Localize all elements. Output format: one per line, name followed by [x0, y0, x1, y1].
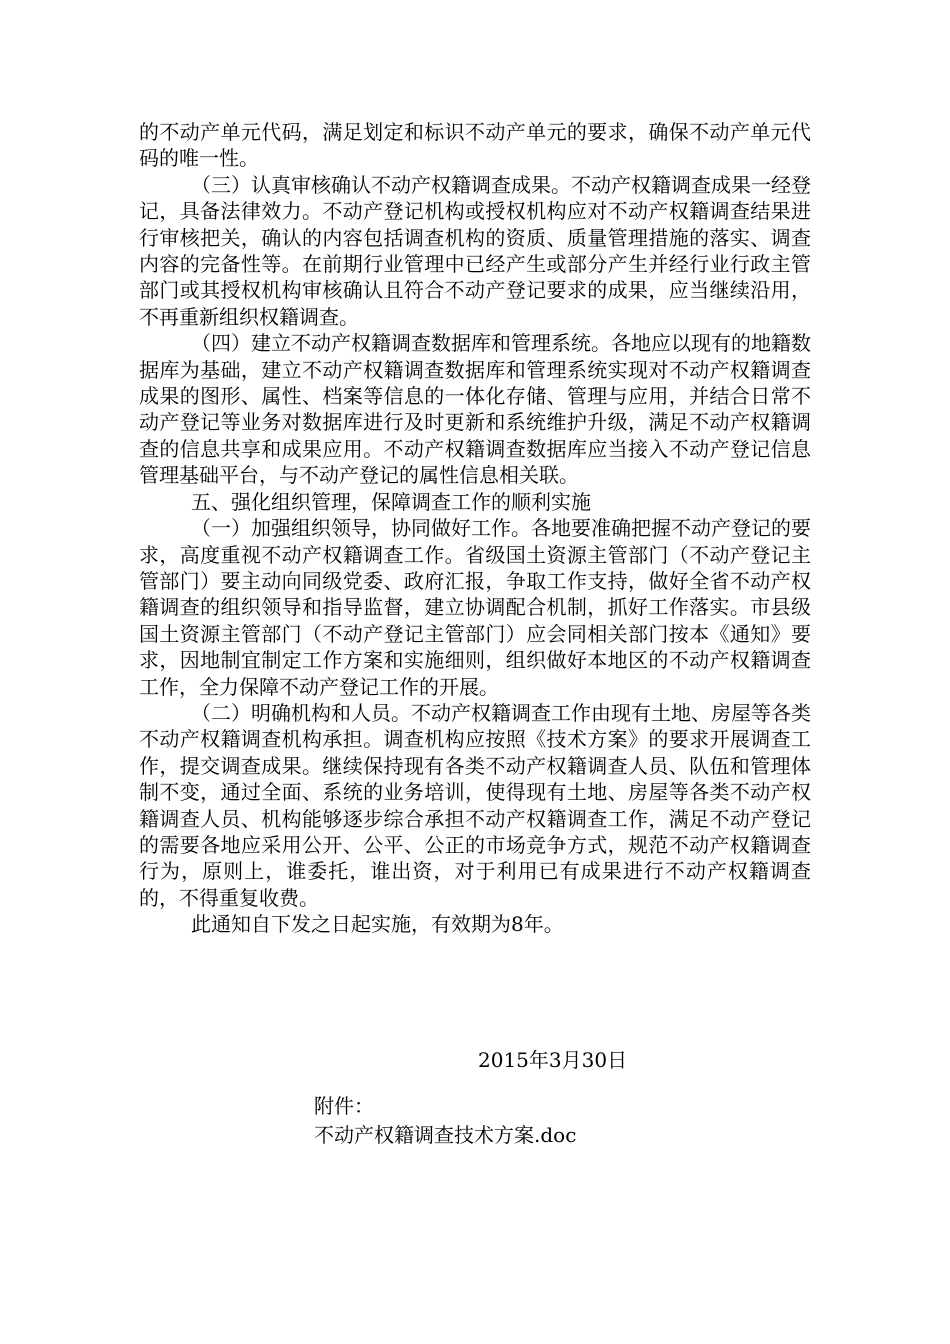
paragraph-staffing: （二）明确机构和人员。不动产权籍调查工作由现有土地、房屋等各类不动产权籍调查机构承担。调查机构应按照《技术方案》的要求开展调查工作，提交调查成果。继续保持现有各类不动产权籍调查人员、队伍和管理体制不变，通过全面、系统的业务培训，使得现有土地、房屋等各类不动产权籍调查人员、机构能够逐步综合承担不动产权籍调查工作，满足不动产登记的需要各地应采用公开、公平、公正的市场竞争方式，规范不动产权籍调查行为，原则上，谁委托，谁出资，对于利用已有成果进行不动产权籍调查的，不得重复收费。: [139, 700, 811, 910]
paragraph-effective-period: 此通知自下发之日起实施，有效期为8年。: [191, 912, 564, 937]
section-heading-organization: 五、强化组织管理，保障调查工作的顺利实施: [191, 489, 591, 514]
attachment-label: 附件：: [314, 1094, 374, 1118]
paragraph-continuation: 的不动产单元代码，满足划定和标识不动产单元的要求，确保不动产单元代码的唯一性。: [139, 120, 811, 171]
paragraph-leadership: （一）加强组织领导，协同做好工作。各地要准确把握不动产登记的要求，高度重视不动产权籍调查工作。省级国土资源主管部门（不动产登记主管部门）要主动向同级党委、政府汇报，争取工作支持，做好全省不动产权籍调查的组织领导和指导监督，建立协调配合机制，抓好工作落实。市县级国土资源主管部门（不动产登记主管部门）应会同相关部门按本《通知》要求，因地制宜制定工作方案和实施细则，组织做好本地区的不动产权籍调查工作，全力保障不动产登记工作的开展。: [139, 516, 811, 699]
paragraph-database-system: （四）建立不动产权籍调查数据库和管理系统。各地应以现有的地籍数据库为基础，建立不动产权籍调查数据库和管理系统实现对不动产权籍调查成果的图形、属性、档案等信息的一体化存储、管理与应用，并结合日常不动产登记等业务对数据库进行及时更新和系统维护升级，满足不动产权籍调查的信息共享和成果应用。不动产权籍调查数据库应当接入不动产登记信息管理基础平台，与不动产登记的属性信息相关联。: [139, 331, 811, 488]
document-body: [139, 119, 811, 938]
attachment-file-link[interactable]: 不动产权籍调查技术方案.doc: [314, 1123, 577, 1147]
paragraph-review-results: （三）认真审核确认不动产权籍调查成果。不动产权籍调查成果一经登记，具备法律效力。不动产登记机构或授权机构应对不动产权籍调查结果进行审核把关，确认的内容包括调查机构的资质、质量管理措施的落实、调查内容的完备性等。在前期行业管理中已经产生或部分产生并经行业行政主管部门或其授权机构审核确认且符合不动产登记要求的成果，应当继续沿用，不再重新组织权籍调查。: [139, 172, 811, 329]
document-date: 2015年3月30日: [478, 1048, 628, 1072]
